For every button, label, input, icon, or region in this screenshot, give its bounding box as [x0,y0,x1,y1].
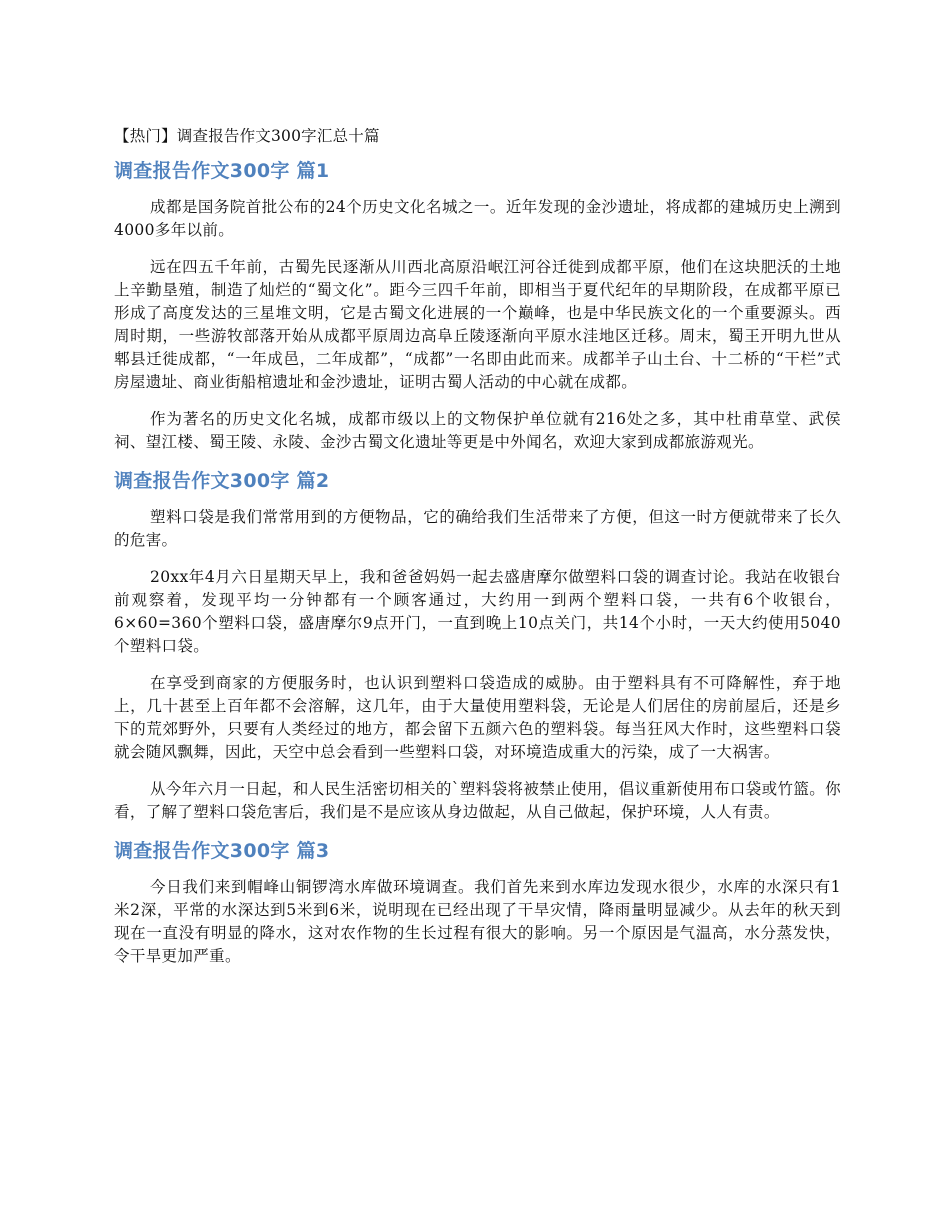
section-3 [114,838,841,968]
section-2 [114,468,841,824]
paragraph: 从今年六月一日起，和人民生活密切相关的`塑料袋将被禁止使用，倡议重新使用布口袋或竹篮。你看，了解了塑料口袋危害后，我们是不是应该从身边做起，从自己做起，保护环境，人人有责。 [114,780,841,821]
paragraph: 塑料口袋是我们常常用到的方便物品，它的确给我们生活带来了方便，但这一时方便就带来了长久的危害。 [114,508,841,549]
section-heading: 调查报告作文300字 篇2 [114,470,330,492]
paragraph: 成都是国务院首批公布的24个历史文化名城之一。近年发现的金沙遗址，将成都的建城历史上溯到4000多年以前。 [114,198,841,239]
paragraph: 今日我们来到帽峰山铜锣湾水库做环境调查。我们首先来到水库边发现水很少，水库的水深只有1米2深，平常的水深达到5米到6米，说明现在已经出现了干旱灾情，降雨量明显减少。从去年的秋天到现在一直没有明显的降水，这对农作物的生长过程有很大的影响。另一个原因是气温高，水分蒸发快，令干旱更加严重。 [114,878,841,965]
paragraph: 20xx年4月六日星期天早上，我和爸爸妈妈一起去盛唐摩尔做塑料口袋的调查讨论。我站在收银台前观察着，发现平均一分钟都有一个顾客通过，大约用一到两个塑料口袋，一共有6个收银台，6×60=360个塑料口袋，盛唐摩尔9点开门，一直到晚上10点关门，共14个小时，一天大约使用5040个塑料口袋。 [114,568,841,655]
section-heading: 调查报告作文300字 篇1 [114,160,330,182]
section-heading: 调查报告作文300字 篇3 [114,840,330,862]
section-1 [114,158,841,454]
paragraph: 在享受到商家的方便服务时，也认识到塑料口袋造成的威胁。由于塑料具有不可降解性，弃于地上，几十甚至上百年都不会溶解，这几年，由于大量使用塑料袋，无论是人们居住的房前屋后，还是乡下的荒郊野外，只要有人类经过的地方，都会留下五颜六色的塑料袋。每当狂风大作时，这些塑料口袋就会随风飘舞，因此，天空中总会看到一些塑料口袋，对环境造成重大的污染，成了一大祸害。 [114,674,841,761]
paragraph: 作为著名的历史文化名城，成都市级以上的文物保护单位就有216处之多，其中杜甫草堂、武侯祠、望江楼、蜀王陵、永陵、金沙古蜀文化遗址等更是中外闻名，欢迎大家到成都旅游观光。 [114,410,841,451]
paragraph: 远在四五千年前，古蜀先民逐渐从川西北高原沿岷江河谷迁徙到成都平原，他们在这块肥沃的土地上辛勤垦殖，制造了灿烂的“蜀文化”。距今三四千年前，即相当于夏代纪年的早期阶段，在成都平原已形成了高度发达的三星堆文明，它是古蜀文化进展的一个巅峰，也是中华民族文化的一个重要源头。西周时期，一些游牧部落开始从成都平原周边高阜丘陵逐渐向平原水洼地区迁移。周末，蜀王开明九世从郫县迁徙成都，“一年成邑，二年成都”，“成都”一名即由此而来。成都羊子山土台、十二桥的“干栏”式房屋遗址、商业街船棺遗址和金沙遗址，证明古蜀人活动的中心就在成都。 [114,258,841,391]
document-title: 【热门】调查报告作文300字汇总十篇 [114,127,380,145]
document-page [114,124,841,982]
